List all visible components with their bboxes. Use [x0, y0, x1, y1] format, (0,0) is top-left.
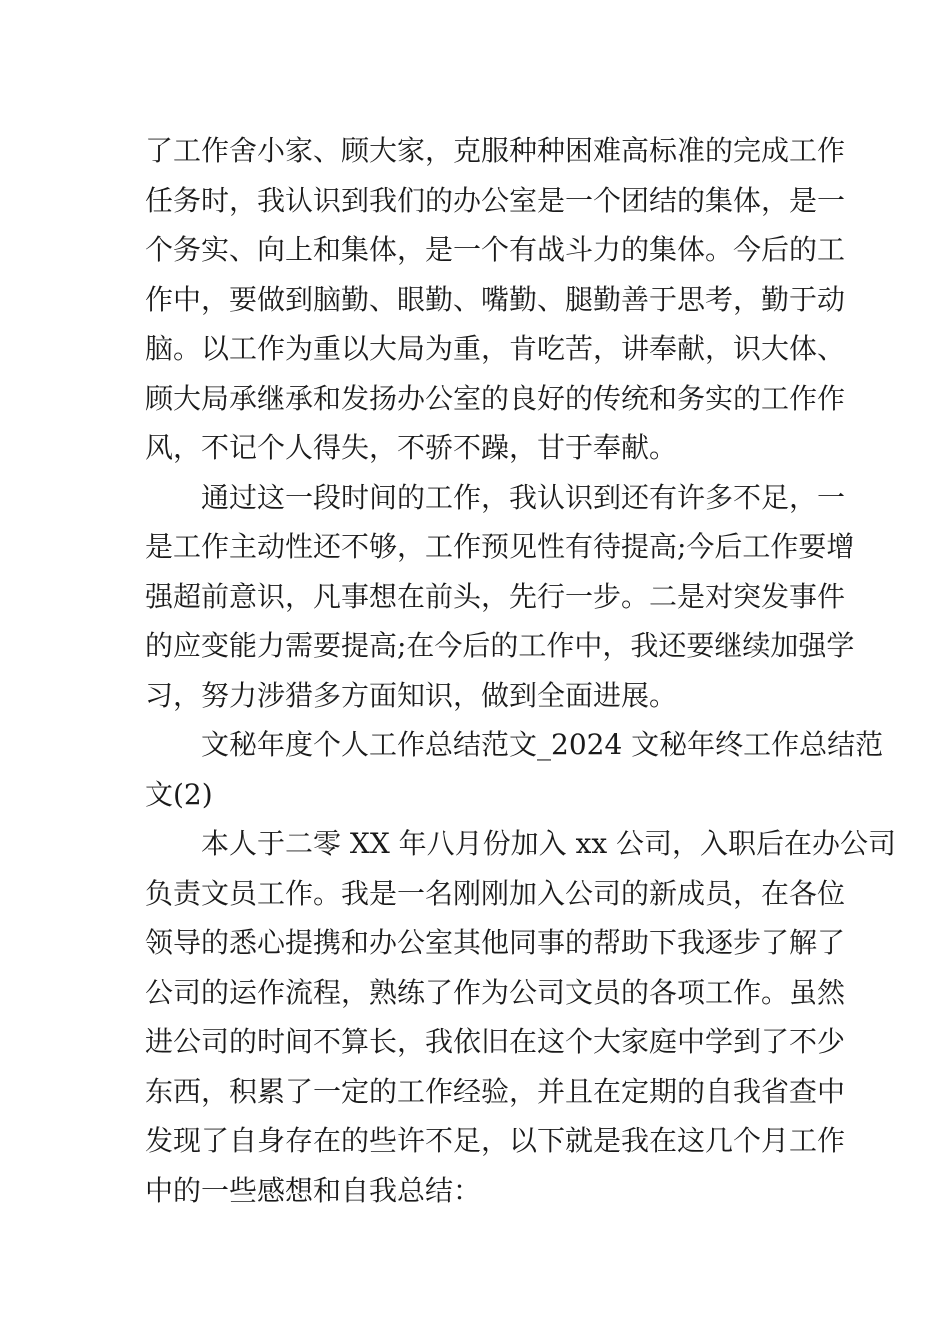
text-line: 领导的悉心提携和办公室其他同事的帮助下我逐步了解了 [145, 926, 846, 959]
text-line: 任务时，我认识到我们的办公室是一个团结的集体，是一 [145, 183, 846, 217]
text-line: 公司的运作流程，熟练了作为公司文员的各项工作。虽然 [145, 975, 846, 1009]
text-line: 顾大局承继承和发扬办公室的良好的传统和务实的工作作 [145, 381, 846, 415]
paragraph-first-line: 通过这一段时间的工作，我认识到还有许多不足，一 [201, 480, 846, 514]
text-line: 进公司的时间不算长，我依旧在这个大家庭中学到了不少 [145, 1025, 846, 1058]
text-line: 发现了自身存在的些许不足，以下就是我在这几个月工作 [145, 1124, 846, 1157]
text-line: 个务实、向上和集体，是一个有战斗力的集体。今后的工 [145, 233, 846, 266]
text-line: 作中，要做到脑勤、眼勤、嘴勤、腿勤善于思考，勤于动 [145, 282, 846, 316]
text-line: 是工作主动性还不够，工作预见性有待提高;今后工作要增 [145, 530, 855, 563]
text-line: 东西，积累了一定的工作经验，并且在定期的自我省查中 [145, 1074, 846, 1108]
text-line: 风，不记个人得失，不骄不躁，甘于奉献。 [145, 431, 678, 464]
section-heading-line: 文秘年度个人工作总结范文_2024 文秘年终工作总结范 [201, 728, 884, 761]
text-line: 负责文员工作。我是一名刚刚加入公司的新成员，在各位 [145, 876, 846, 910]
document-body [145, 126, 897, 1215]
text-line: 了工作舍小家、顾大家，克服种种困难高标准的完成工作 [145, 134, 846, 167]
text-line: 中的一些感想和自我总结： [145, 1173, 482, 1207]
paragraph-first-line: 本人于二零 XX 年八月份加入 xx 公司，入职后在办公司 [201, 827, 897, 860]
section-heading-line: 文(2) [145, 777, 213, 811]
text-line: 强超前意识，凡事想在前头，先行一步。二是对突发事件 [145, 579, 846, 613]
text-line: 脑。以工作为重以大局为重，肯吃苦，讲奉献，识大体、 [145, 332, 846, 365]
text-line: 的应变能力需要提高;在今后的工作中，我还要继续加强学 [145, 629, 855, 662]
text-line: 习，努力涉猎多方面知识，做到全面进展。 [145, 678, 678, 712]
